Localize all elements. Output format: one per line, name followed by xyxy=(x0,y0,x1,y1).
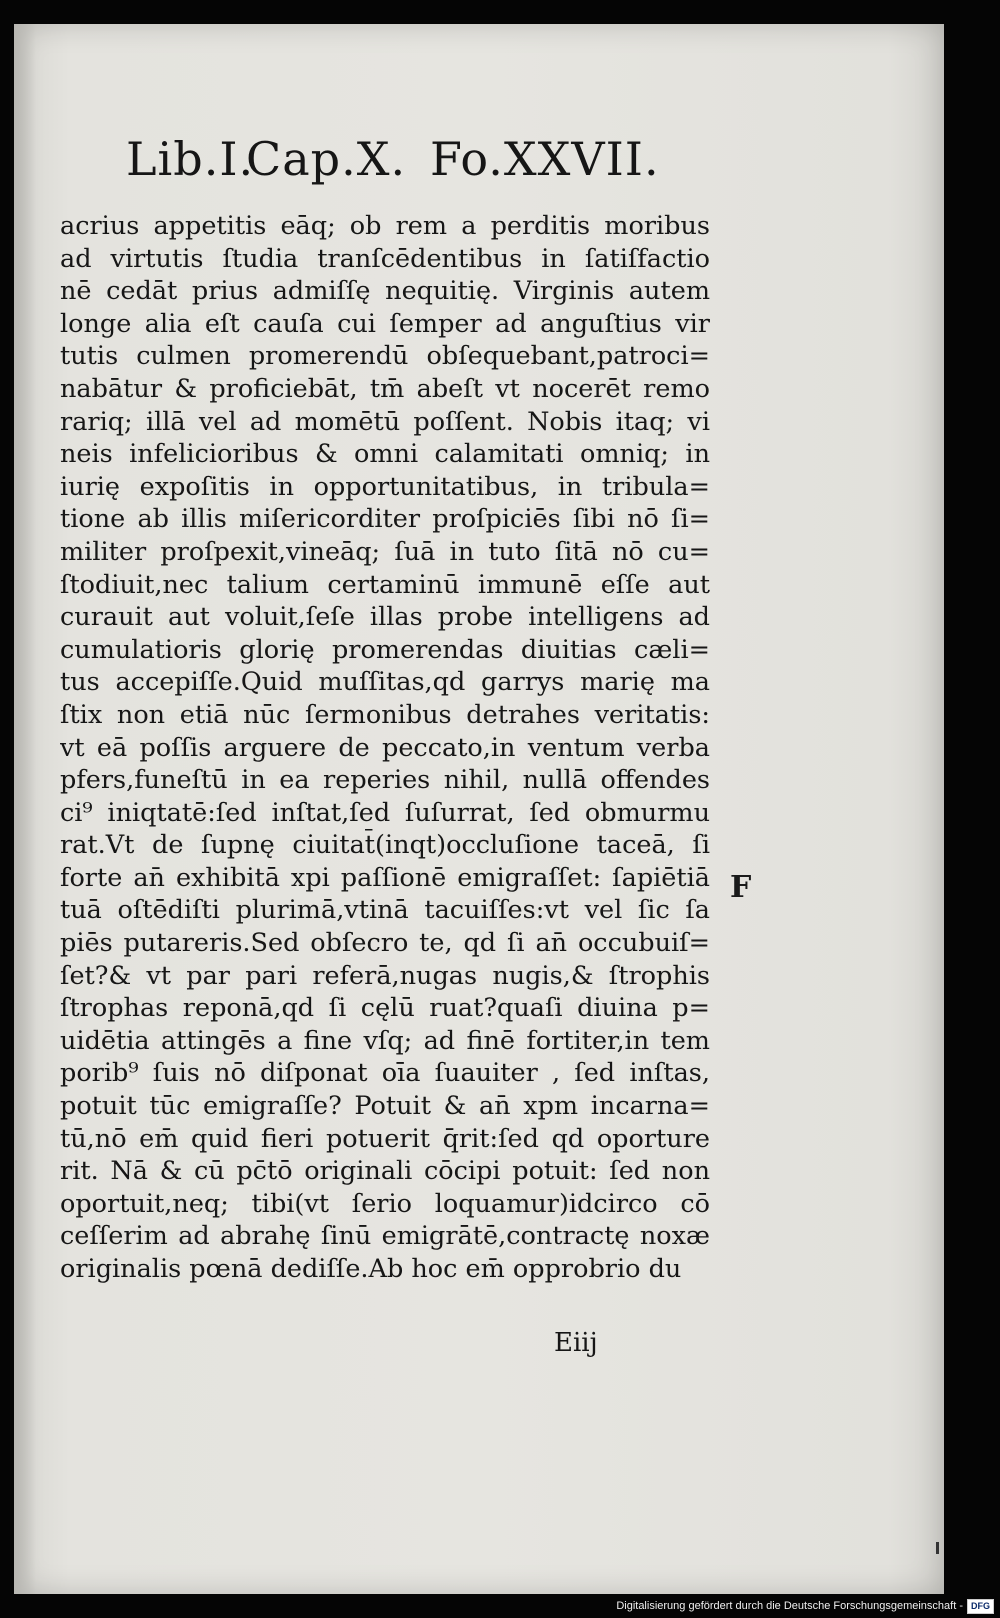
book-page xyxy=(14,24,944,1594)
footer-credit: Digitalisierung gefördert durch die Deutsche Forschungsgemeinschaft - xyxy=(616,1600,963,1612)
text-line: longe alia eſt cauſa cui ſemper ad anguſtius vir xyxy=(60,308,710,339)
body-text xyxy=(60,210,710,1286)
dfg-logo-icon: DFG xyxy=(967,1599,994,1614)
text-line: tione ab illis miſericorditer proſpiciēs ſibi nō ſi= xyxy=(60,504,710,535)
text-line: militer proſpexit,vineāq; ſuā in tuto ſitā nō cu= xyxy=(60,536,710,567)
running-header xyxy=(110,132,670,202)
scan-speck xyxy=(936,1542,939,1554)
header-book: Lib.I. xyxy=(126,132,255,186)
text-line: potuit tūc emigraſſe? Potuit & an̄ xpm incarna= xyxy=(60,1091,710,1122)
text-line: tuā oſtēdiſti plurimā,vtinā tacuiſſes:vt vel ſic ſa xyxy=(60,895,710,926)
text-line: ad virtutis ſtudia tranſcēdentibus in ſatiſfactio xyxy=(60,243,710,274)
page-gutter-shadow xyxy=(14,24,36,1594)
text-line: iurię expoſitis in opportunitatibus, in tribula= xyxy=(60,471,710,502)
text-line: oportuit,neq; tibi(vt ſerio loquamur)idcirco cō xyxy=(60,1188,710,1219)
text-line: neis infelicioribus & omni calamitati omniq; in xyxy=(60,439,710,470)
text-line: ci⁹ iniqtatē:ſed inſtat,ſed ſuſurrat, ſed obmurmu xyxy=(60,797,710,828)
text-line: tus accepiſſe.Quid muſſitas,qd garrys marię ma xyxy=(60,667,710,698)
text-line: vt eā poſſis arguere de peccato,in ventum verba xyxy=(60,732,710,763)
text-line: cumulatioris glorię promerendas diuitias cæli= xyxy=(60,634,710,665)
text-line: pfers,funeſtū in ea reperies nihil, nullā offendes xyxy=(60,765,710,796)
text-line: ceſſerim ad abrahę ſinū emigrātē,contractę noxæ xyxy=(60,1221,710,1252)
text-line: tutis culmen promerendū obſequebant,patroci= xyxy=(60,341,710,372)
text-line: tū,nō em̄ quid fieri potuerit q̄rit:ſed qd oporture xyxy=(60,1123,710,1154)
digitization-footer xyxy=(616,1598,994,1614)
text-line: piēs putareris.Sed obſecro te, qd ſi an̄ occubuiſ= xyxy=(60,928,710,959)
header-folio: Fo.XXVII. xyxy=(430,132,660,186)
signature-mark: Eiij xyxy=(554,1328,598,1358)
header-chapter: Cap.X. xyxy=(246,132,407,186)
margin-note: F xyxy=(730,870,752,905)
text-line: nabātur & proficiebāt, tm̄ abeſt vt nocerēt remo xyxy=(60,373,710,404)
text-line: originalis pœnā dediſſe.Ab hoc em̄ opprobrio du xyxy=(60,1254,682,1284)
text-line: rit. Nā & cū pc̄tō originali cōcipi potuit: ſed non xyxy=(60,1156,710,1187)
text-line: ſtodiuit,nec talium certaminū immunē eſſe aut xyxy=(60,569,710,600)
text-line: uidētia attingēs a fine vſq; ad finē fortiter,in tem xyxy=(60,1025,710,1056)
text-line: nē cedāt prius admiſſę nequitię. Virginis autem xyxy=(60,276,710,307)
text-line: rariq; illā vel ad momētū poſſent. Nobis itaq; vi xyxy=(60,406,710,437)
text-line: forte an̄ exhibitā xpi paſſionē emigraſſet: ſapiētiā xyxy=(60,862,710,893)
text-line: porib⁹ ſuis nō diſponat oīa ſuauiter , ſed inſtas, xyxy=(60,1058,710,1089)
text-line: ſet?& vt par pari referā,nugas nugis,& ſtrophis xyxy=(60,960,710,991)
text-line: ſtix non etiā nūc ſermonibus detrahes veritatis: xyxy=(60,699,710,730)
text-line: rat.Vt de ſupnę ciuitat̄(inqt)occluſione taceā, ſi xyxy=(60,830,710,861)
text-line: acrius appetitis eāq; ob rem a perditis moribus xyxy=(60,211,710,241)
text-line: curauit aut voluit,ſeſe illas probe intelligens ad xyxy=(60,602,710,633)
text-line: ſtrophas reponā,qd ſi cęlū ruat?quaſi diuina p= xyxy=(60,993,710,1024)
